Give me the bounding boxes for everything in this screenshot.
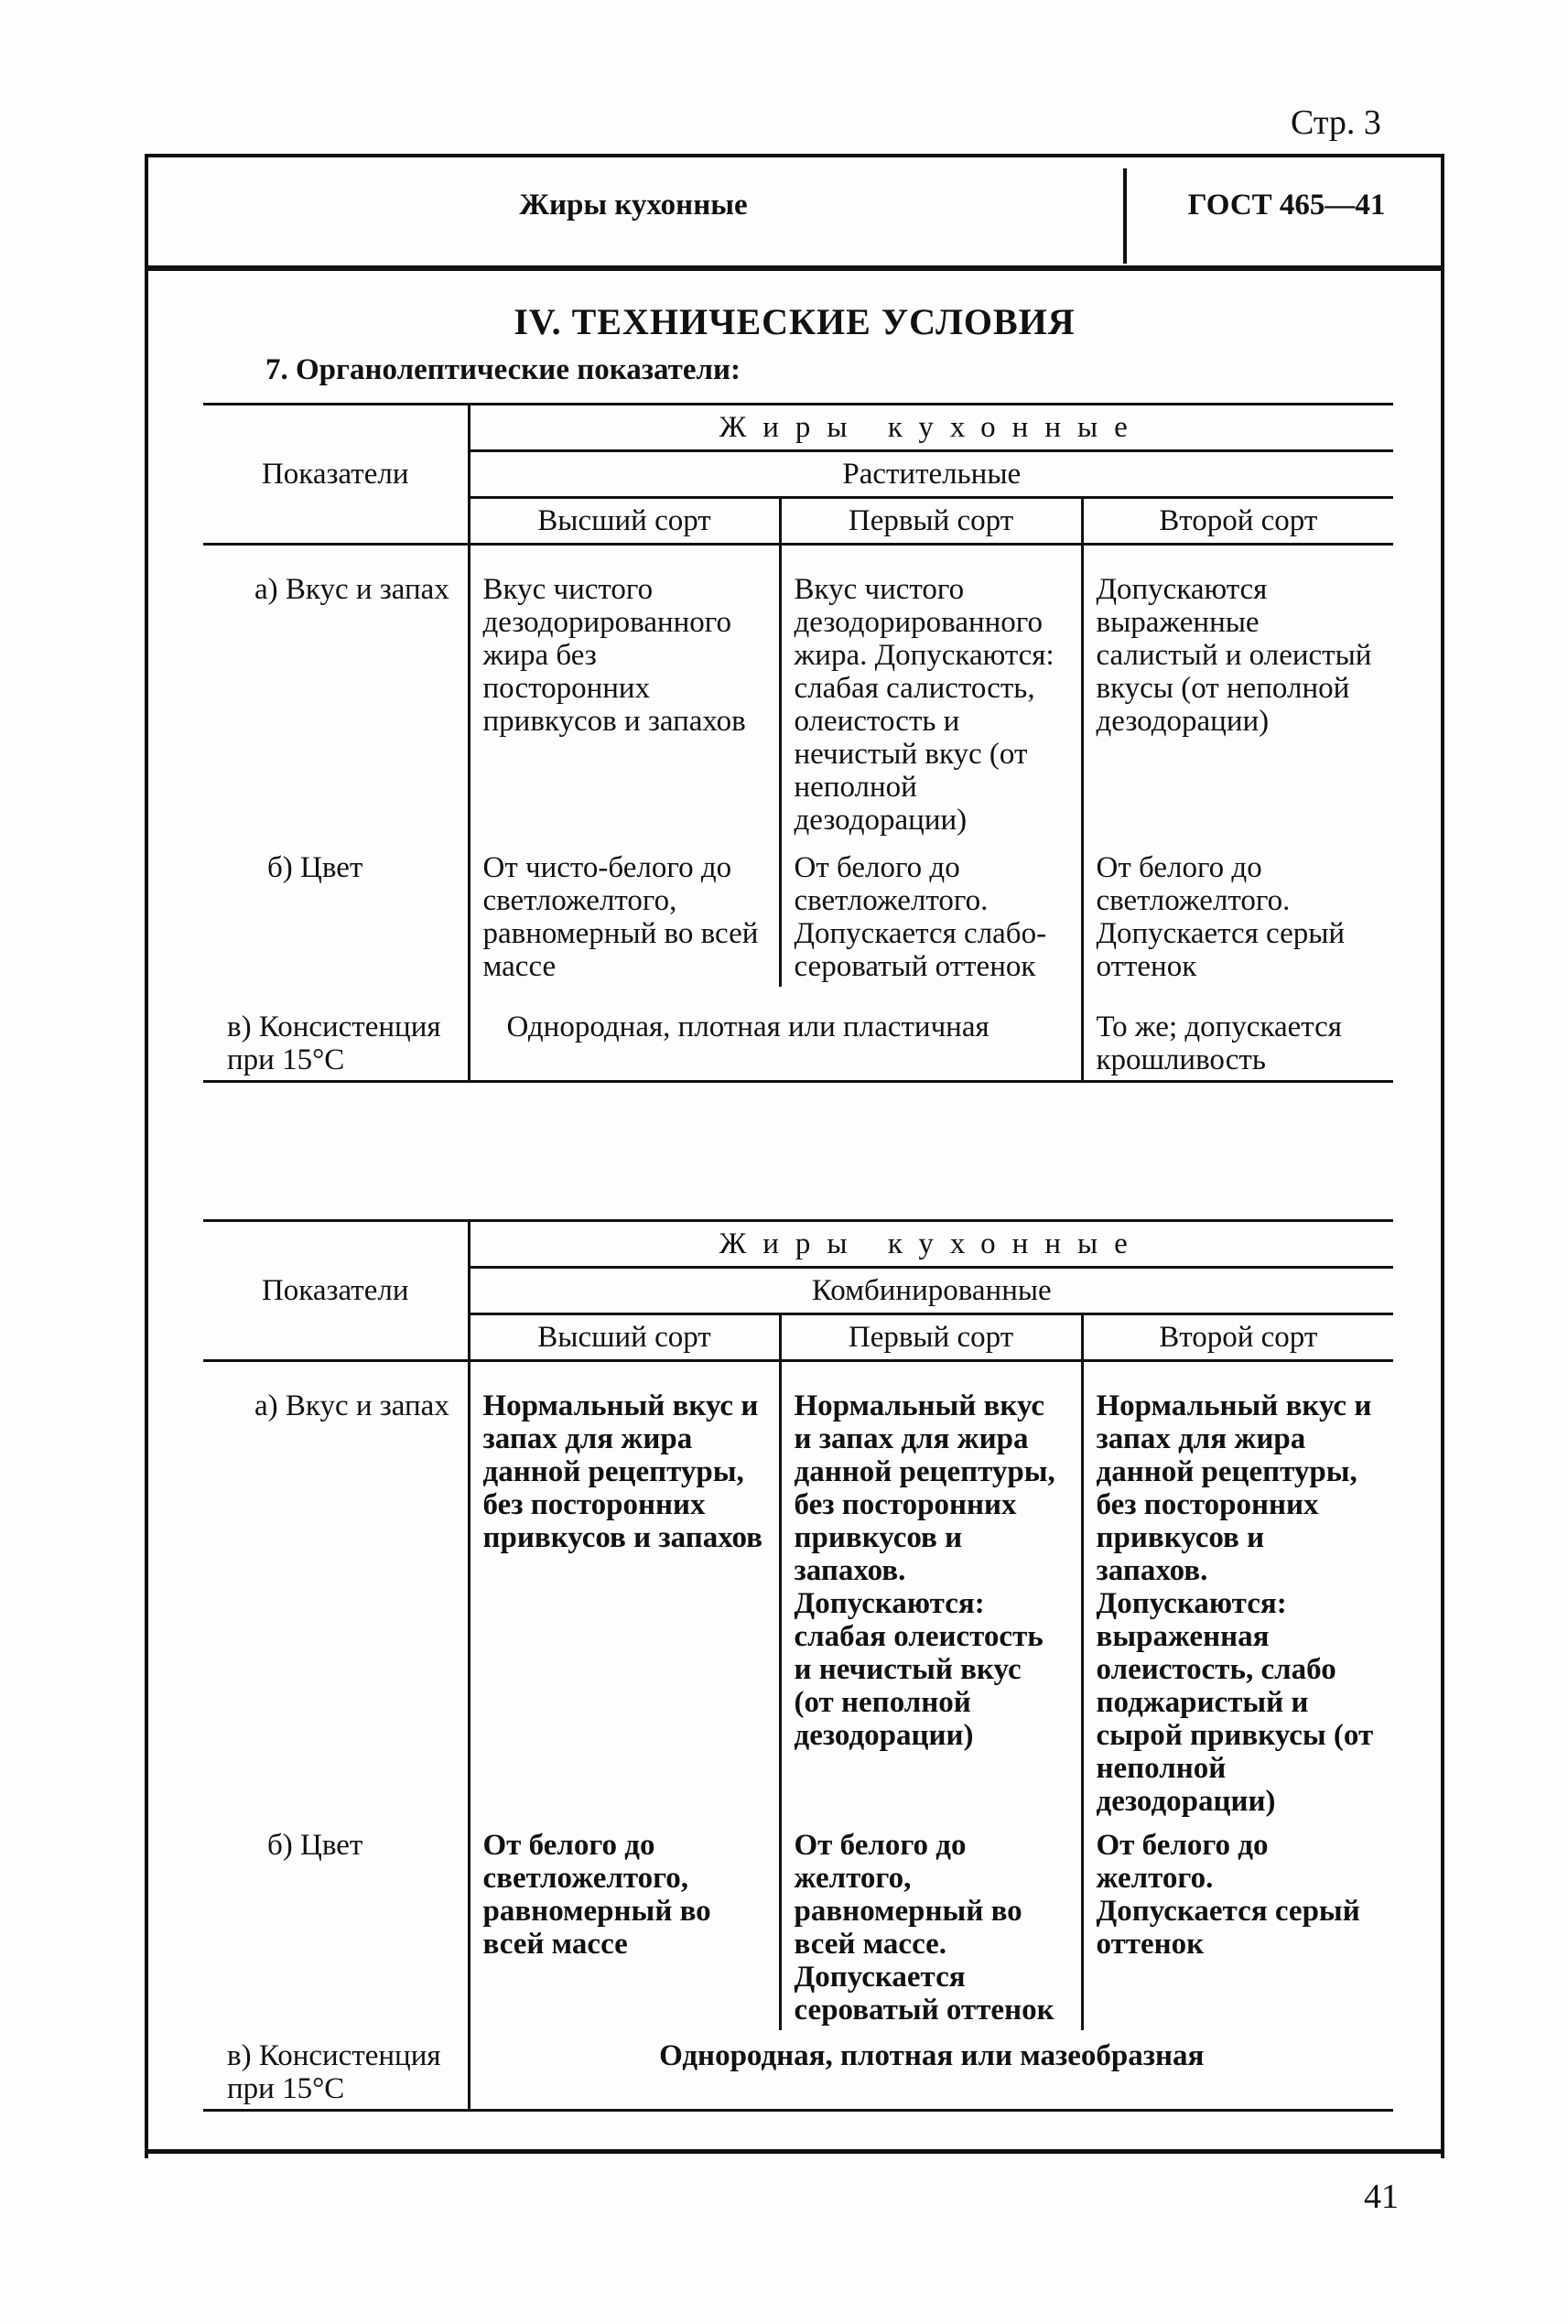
cell-color-premium: От белого до светложелтого, равномерный во всей массе [469,1821,780,2030]
table-row [203,987,1393,1082]
cell-color-first: От белого до желтого, равномерный во всей массе. Допускается сероватый оттенок [780,1821,1082,2030]
group-header: Жиры кухонные [469,405,1393,451]
table-vegetable-fats [203,403,1393,1083]
subgroup-header: Комбинированные [469,1268,1393,1314]
cell-color-premium: От чисто-белого до светложелтого, равномерный во всей массе [469,840,780,987]
grade-header-second: Второй сорт [1159,1321,1318,1354]
cell-color-second: От белого до желтого. Допускается серый оттенок [1096,1829,1360,1961]
grade-header-first: Первый сорт [780,1314,1082,1361]
row-label-color: б) Цвет [203,840,469,987]
cell-taste-premium: Вкус чистого дезодорированного жира без посторонних привкусов и запахов [469,545,780,841]
document-title: Жиры кухонные [519,189,748,222]
table-row [203,1361,1393,1822]
group-header: Жиры кухонные [469,1221,1393,1268]
table-row [203,545,1393,841]
page-number-bottom: 41 [1364,2178,1399,2216]
cell-taste-second: Нормальный вкус и запах для жира данной рецептуры, без посторонних привкусов и запахов. Допускаются: выраженная олеистость, слабо поджаристый и сырой привкусы (от неполной дезодорации) [1096,1389,1374,1818]
indicator-header: Показатели [203,405,469,545]
table-row [203,1821,1393,2030]
section-title: IV. ТЕХНИЧЕСКИЕ УСЛОВИЯ [514,301,1076,342]
cell-consistency-second: То же; допускается крошливость [1096,1011,1342,1076]
row-label-consistency: в) Консистенция при 15°С [203,2030,469,2111]
table-row [203,840,1393,987]
row-label-taste: а) Вкус и запах [203,545,469,841]
cell-taste-premium: Нормальный вкус и запах для жира данной рецептуры, без посторонних привкусов и запахов [469,1361,780,1822]
subsection-title: 7. Органолептические показатели: [265,353,741,386]
row-label-consistency: в) Консистенция при 15°С [203,987,469,1082]
indicator-header: Показатели [203,1221,469,1361]
cell-color-second: От белого до светложелтого. Допускается серый оттенок [1096,851,1346,983]
grade-header-second: Второй сорт [1159,504,1318,537]
subgroup-header: Растительные [469,451,1393,498]
row-label-taste: а) Вкус и запах [203,1361,469,1822]
page-number-top: Стр. 3 [1291,103,1381,142]
grade-header-premium: Высший сорт [469,498,780,545]
cell-taste-first: Нормальный вкус и запах для жира данной рецептуры, без посторонних привкусов и запахов. Допускаются: слабая олеистость и нечистый вкус (от неполной дезодорации) [780,1361,1082,1822]
cell-taste-first: Вкус чистого дезодорированного жира. Допускаются: слабая салистость, олеистость и нечистый вкус (от неполной дезодорации) [780,545,1082,841]
grade-header-premium: Высший сорт [469,1314,780,1361]
header-divider [1123,168,1127,264]
standard-code: ГОСТ 465—41 [1187,189,1386,222]
cell-taste-second: Допускаются выраженные салистый и олеистый вкусы (от неполной дезодорации) [1096,573,1372,738]
bottom-rule [148,2149,1441,2154]
table-row [203,2030,1393,2111]
document-header [148,154,1441,271]
page-frame [145,154,1444,2158]
row-label-color: б) Цвет [203,1821,469,2030]
cell-color-first: От белого до светложелтого. Допускается слабо-сероватый оттенок [780,840,1082,987]
cell-consistency-premium-first: Однородная, плотная или пластичная [469,987,1082,1082]
grade-header-first: Первый сорт [780,498,1082,545]
table-combined-fats [203,1219,1393,2112]
cell-consistency-all: Однородная, плотная или мазеобразная [659,2039,1205,2072]
